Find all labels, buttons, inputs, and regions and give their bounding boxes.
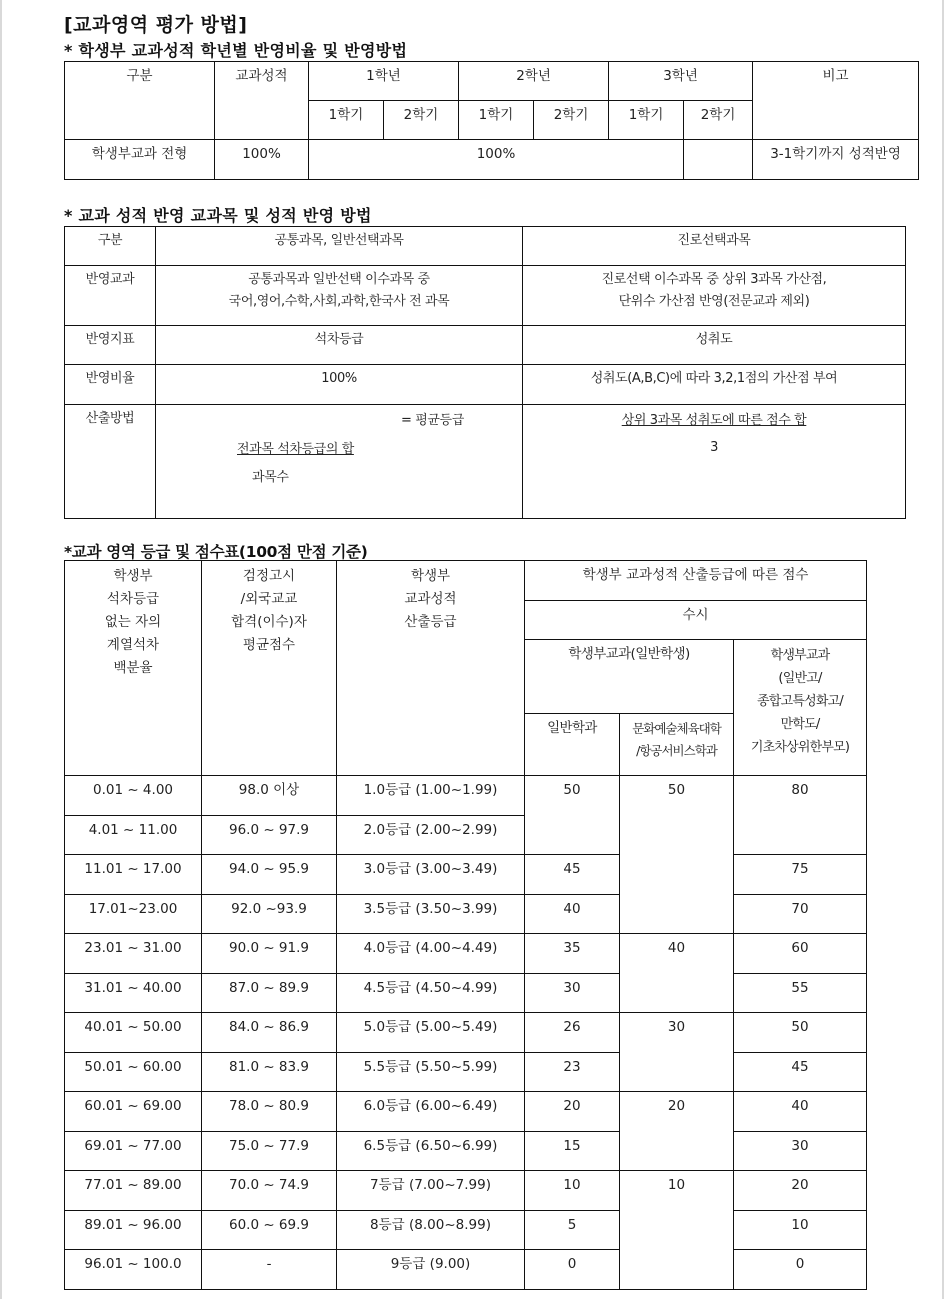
header-year2: 2학년 bbox=[459, 62, 609, 101]
ged-cell: 90.0 ~ 91.9 bbox=[202, 934, 337, 974]
formula-numerator: 상위 3과목 성취도에 따른 점수 합 bbox=[621, 413, 807, 428]
table-row bbox=[65, 140, 919, 180]
indicator-career: 성취도 bbox=[523, 326, 906, 365]
percentile-cell: 11.01 ~ 17.00 bbox=[65, 855, 202, 895]
row-label: 반영비율 bbox=[65, 365, 156, 405]
table-row bbox=[65, 855, 867, 895]
formula-career bbox=[523, 405, 906, 519]
percentile-cell: 0.01 ~ 4.00 bbox=[65, 776, 202, 816]
formula-common bbox=[156, 405, 523, 519]
header-early-admission: 수시 bbox=[525, 601, 867, 640]
row-year3-sem2 bbox=[684, 140, 753, 180]
header-general-dept: 일반학과 bbox=[525, 714, 620, 776]
table-row bbox=[65, 326, 906, 365]
table-row bbox=[65, 1092, 867, 1132]
ged-cell: - bbox=[202, 1250, 337, 1290]
percentile-cell: 77.01 ~ 89.00 bbox=[65, 1171, 202, 1211]
table-row bbox=[65, 365, 906, 405]
special-score: 70 bbox=[734, 894, 867, 934]
table-row bbox=[65, 934, 867, 974]
percentile-cell: 60.01 ~ 69.00 bbox=[65, 1092, 202, 1132]
table-row bbox=[65, 973, 867, 1013]
table-row bbox=[65, 1131, 867, 1171]
table-row bbox=[65, 1171, 867, 1211]
ged-cell: 92.0 ~93.9 bbox=[202, 894, 337, 934]
grade-cell: 2.0등급 (2.00~2.99) bbox=[337, 815, 525, 855]
general-dept-score: 23 bbox=[525, 1052, 620, 1092]
special-score: 10 bbox=[734, 1210, 867, 1250]
percentile-cell: 69.01 ~ 77.00 bbox=[65, 1131, 202, 1171]
grade-cell: 6.5등급 (6.50~6.99) bbox=[337, 1131, 525, 1171]
header-no-rank-percentile: 학생부 석차등급 없는 자의 계열석차 백분율 bbox=[65, 561, 202, 776]
row-label: 반영교과 bbox=[65, 266, 156, 326]
grade-year-ratio-table bbox=[64, 61, 919, 180]
ratio-common: 100% bbox=[156, 365, 523, 405]
grade-cell: 3.0등급 (3.00~3.49) bbox=[337, 855, 525, 895]
ged-cell: 78.0 ~ 80.9 bbox=[202, 1092, 337, 1132]
header-year1: 1학년 bbox=[309, 62, 459, 101]
table-row bbox=[65, 894, 867, 934]
header-calc-grade: 학생부 교과성적 산출등급 bbox=[337, 561, 525, 776]
general-dept-score: 26 bbox=[525, 1013, 620, 1053]
general-dept-score: 20 bbox=[525, 1092, 620, 1132]
general-dept-score: 50 bbox=[525, 776, 620, 855]
general-dept-score: 30 bbox=[525, 973, 620, 1013]
subject-method-table bbox=[64, 226, 906, 519]
header-y2-sem2: 2학기 bbox=[534, 101, 609, 140]
row-label: 산출방법 bbox=[65, 405, 156, 519]
header-common-subjects: 공통과목, 일반선택과목 bbox=[156, 227, 523, 266]
formula-denominator: 3 bbox=[710, 440, 718, 455]
header-category: 구분 bbox=[65, 62, 215, 140]
ged-cell: 98.0 이상 bbox=[202, 776, 337, 816]
general-dept-score: 15 bbox=[525, 1131, 620, 1171]
reflected-subjects-common: 공통과목과 일반선택 이수과목 중 국어,영어,수학,사회,과학,한국사 전 과목 bbox=[156, 266, 523, 326]
header-y3-sem2: 2학기 bbox=[684, 101, 753, 140]
ged-cell: 60.0 ~ 69.9 bbox=[202, 1210, 337, 1250]
formula-denominator: 과목수 bbox=[252, 470, 289, 485]
ged-cell: 70.0 ~ 74.9 bbox=[202, 1171, 337, 1211]
row-category: 학생부교과 전형 bbox=[65, 140, 215, 180]
formula-equals: = 평균등급 bbox=[401, 413, 464, 428]
row-grade-score: 100% bbox=[215, 140, 309, 180]
header-year3: 3학년 bbox=[609, 62, 753, 101]
general-dept-score: 35 bbox=[525, 934, 620, 974]
arts-dept-score: 20 bbox=[620, 1092, 734, 1171]
grade-cell: 6.0등급 (6.00~6.49) bbox=[337, 1092, 525, 1132]
grade-cell: 9등급 (9.00) bbox=[337, 1250, 525, 1290]
section2-heading: * 교과 성적 반영 교과목 및 성적 반영 방법 bbox=[64, 206, 372, 225]
reflected-subjects-career: 진로선택 이수과목 중 상위 3과목 가산점, 단위수 가산점 반영(전문교과 제외) bbox=[523, 266, 906, 326]
indicator-common: 석차등급 bbox=[156, 326, 523, 365]
special-score: 55 bbox=[734, 973, 867, 1013]
percentile-cell: 40.01 ~ 50.00 bbox=[65, 1013, 202, 1053]
special-score: 0 bbox=[734, 1250, 867, 1290]
grade-cell: 1.0등급 (1.00~1.99) bbox=[337, 776, 525, 816]
general-dept-score: 40 bbox=[525, 894, 620, 934]
table-row bbox=[65, 1210, 867, 1250]
ratio-career: 성취도(A,B,C)에 따라 3,2,1점의 가산점 부여 bbox=[523, 365, 906, 405]
grade-cell: 5.0등급 (5.00~5.49) bbox=[337, 1013, 525, 1053]
grade-cell: 4.5등급 (4.50~4.99) bbox=[337, 973, 525, 1013]
special-score: 30 bbox=[734, 1131, 867, 1171]
header-special-students: 학생부교과 (일반고/ 종합고특성화고/ 만학도/ 기초차상위한부모) bbox=[734, 640, 867, 776]
ged-cell: 96.0 ~ 97.9 bbox=[202, 815, 337, 855]
row-remarks: 3-1학기까지 성적반영 bbox=[753, 140, 919, 180]
special-score: 45 bbox=[734, 1052, 867, 1092]
table-row bbox=[65, 1013, 867, 1053]
grade-cell: 5.5등급 (5.50~5.99) bbox=[337, 1052, 525, 1092]
ged-cell: 84.0 ~ 86.9 bbox=[202, 1013, 337, 1053]
header-category: 구분 bbox=[65, 227, 156, 266]
header-general-students: 학생부교과(일반학생) bbox=[525, 640, 734, 714]
page-edge-left bbox=[0, 0, 2, 1299]
special-score: 60 bbox=[734, 934, 867, 974]
general-dept-score: 5 bbox=[525, 1210, 620, 1250]
header-y3-sem1: 1학기 bbox=[609, 101, 684, 140]
page-title: [교과영역 평가 방법] bbox=[64, 14, 248, 36]
ged-cell: 75.0 ~ 77.9 bbox=[202, 1131, 337, 1171]
grade-cell: 4.0등급 (4.00~4.49) bbox=[337, 934, 525, 974]
table-row bbox=[65, 1250, 867, 1290]
arts-dept-score: 50 bbox=[620, 776, 734, 934]
percentile-cell: 89.01 ~ 96.00 bbox=[65, 1210, 202, 1250]
header-arts-dept: 문화예술체육대학 /항공서비스학과 bbox=[620, 714, 734, 776]
special-score: 20 bbox=[734, 1171, 867, 1211]
arts-dept-score: 10 bbox=[620, 1171, 734, 1290]
ged-cell: 87.0 ~ 89.9 bbox=[202, 973, 337, 1013]
arts-dept-score: 40 bbox=[620, 934, 734, 1013]
grade-cell: 8등급 (8.00~8.99) bbox=[337, 1210, 525, 1250]
row-label: 반영지표 bbox=[65, 326, 156, 365]
section3-heading: *교과 영역 등급 및 점수표(100점 만점 기준) bbox=[64, 543, 368, 561]
percentile-cell: 96.01 ~ 100.0 bbox=[65, 1250, 202, 1290]
general-dept-score: 0 bbox=[525, 1250, 620, 1290]
header-y1-sem2: 2학기 bbox=[384, 101, 459, 140]
special-score: 40 bbox=[734, 1092, 867, 1132]
general-dept-score: 45 bbox=[525, 855, 620, 895]
general-dept-score: 10 bbox=[525, 1171, 620, 1211]
header-y1-sem1: 1학기 bbox=[309, 101, 384, 140]
percentile-cell: 23.01 ~ 31.00 bbox=[65, 934, 202, 974]
percentile-cell: 4.01 ~ 11.00 bbox=[65, 815, 202, 855]
ged-cell: 81.0 ~ 83.9 bbox=[202, 1052, 337, 1092]
percentile-cell: 50.01 ~ 60.00 bbox=[65, 1052, 202, 1092]
table-row bbox=[65, 266, 906, 326]
percentile-cell: 31.01 ~ 40.00 bbox=[65, 973, 202, 1013]
header-grade-score: 교과성적 bbox=[215, 62, 309, 140]
ged-cell: 94.0 ~ 95.9 bbox=[202, 855, 337, 895]
percentile-cell: 17.01~23.00 bbox=[65, 894, 202, 934]
special-score: 75 bbox=[734, 855, 867, 895]
special-score: 80 bbox=[734, 776, 867, 855]
header-score-by-grade: 학생부 교과성적 산출등급에 따른 점수 bbox=[525, 561, 867, 601]
header-ged-average: 검정고시 /외국교교 합격(이수)자 평균점수 bbox=[202, 561, 337, 776]
table-row bbox=[65, 776, 867, 816]
formula-numerator: 전과목 석차등급의 합 bbox=[237, 442, 354, 457]
table-row bbox=[65, 1052, 867, 1092]
section1-heading: * 학생부 교과성적 학년별 반영비율 및 반영방법 bbox=[64, 41, 408, 60]
arts-dept-score: 30 bbox=[620, 1013, 734, 1092]
grade-cell: 3.5등급 (3.50~3.99) bbox=[337, 894, 525, 934]
header-y2-sem1: 1학기 bbox=[459, 101, 534, 140]
header-career-subjects: 진로선택과목 bbox=[523, 227, 906, 266]
table-row bbox=[65, 405, 906, 519]
grade-score-table bbox=[64, 560, 867, 1290]
grade-cell: 7등급 (7.00~7.99) bbox=[337, 1171, 525, 1211]
header-remarks: 비고 bbox=[753, 62, 919, 140]
row-semester-ratio: 100% bbox=[309, 140, 684, 180]
special-score: 50 bbox=[734, 1013, 867, 1053]
